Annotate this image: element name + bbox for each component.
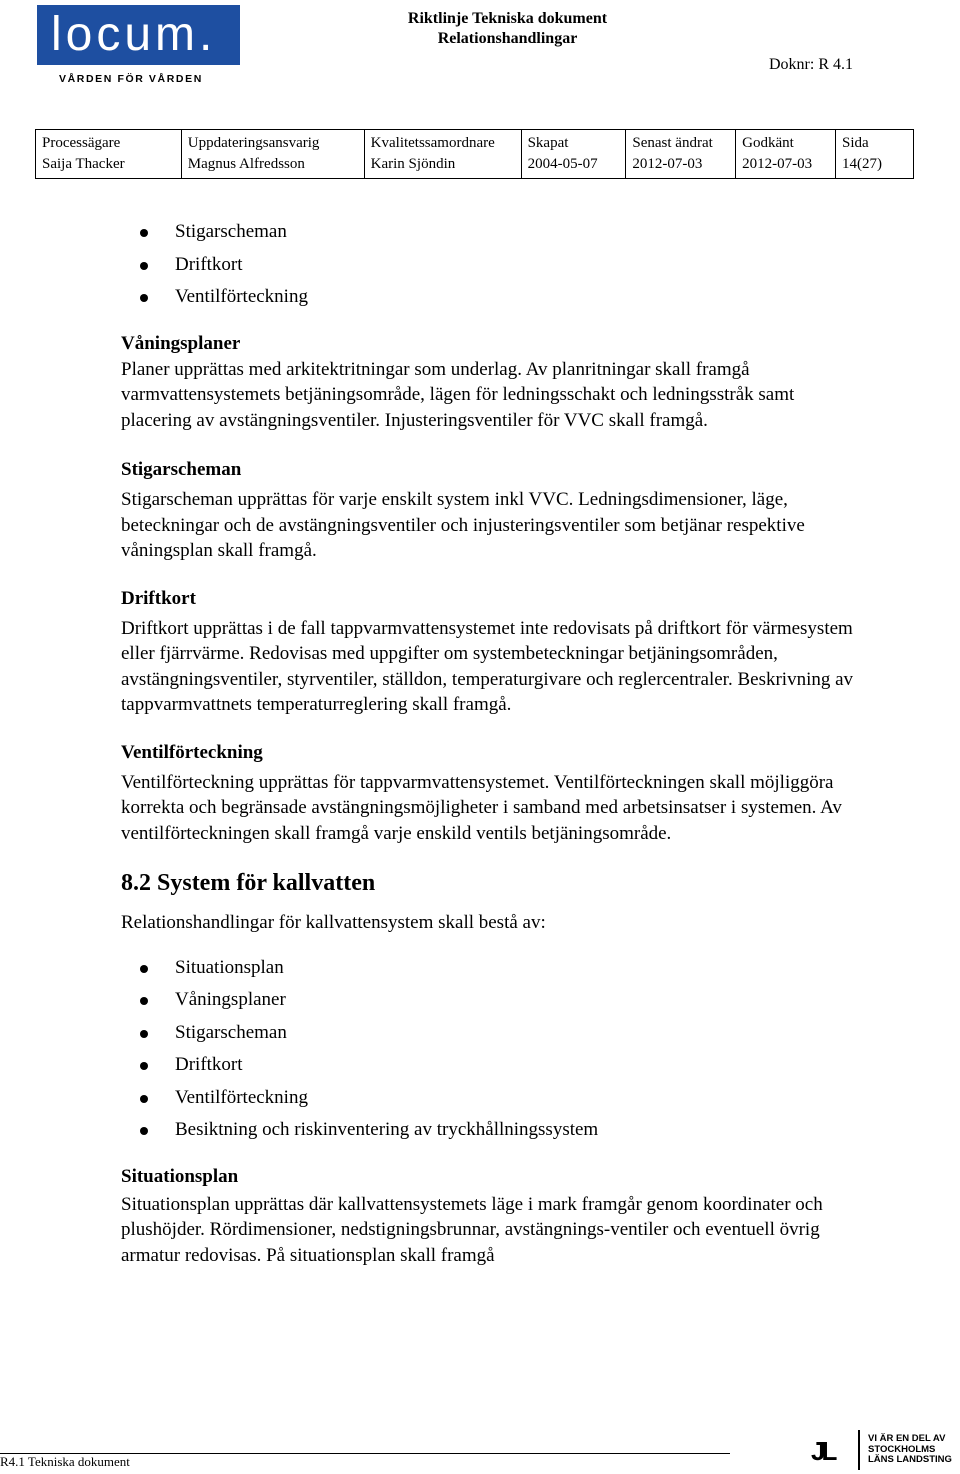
metadata-cell (36, 130, 182, 179)
metadata-value: Saija Thacker (42, 156, 125, 172)
list-item: Besiktning och riskinventering av tryckhållningssystem (121, 1114, 861, 1147)
logo-tagline: VÅRDEN FÖR VÅRDEN (59, 73, 203, 85)
section-heading: Situationsplan (121, 1165, 239, 1187)
list-item: Situationsplan (121, 952, 861, 985)
metadata-cell (521, 130, 626, 179)
section-heading: Ventilförteckning (121, 741, 263, 763)
section-title: 8.2 System för kallvatten (121, 870, 376, 896)
list-item: Våningsplaner (121, 984, 861, 1017)
metadata-value: 2012-07-03 (742, 156, 813, 172)
document-body (121, 216, 861, 1268)
metadata-cell (626, 130, 736, 179)
metadata-cell (736, 130, 836, 179)
document-number: Doknr: R 4.1 (769, 56, 853, 73)
metadata-header: Kvalitetssamordnare (370, 135, 495, 151)
locum-logo (37, 5, 240, 87)
metadata-header: Uppdateringsansvarig (187, 135, 320, 151)
metadata-value: Magnus Alfredsson (187, 156, 305, 172)
metadata-value: 14(27) (842, 156, 883, 172)
sll-logo (811, 1428, 960, 1472)
document-title-line1: Riktlinje Tekniska dokument (407, 10, 608, 27)
list-item: Stigarscheman (121, 216, 861, 249)
bullet-list-bottom (121, 952, 861, 1147)
metadata-cell (364, 130, 521, 179)
list-item: Driftkort (121, 1049, 861, 1082)
logo-wordmark: locum. (37, 5, 240, 65)
section-body: Planer upprättas med arkitektritningar som underlag. Av planritningar skall framgå varmvattensystemets betjäningsområde, lägen för ledningsschakt och ledningsstråk samt placering av avstängningsventiler. Injusteringsventiler för VVC skall framgå. (121, 358, 795, 431)
section-heading: Våningsplaner (121, 332, 241, 354)
sll-text-line: STOCKHOLMS (868, 1443, 936, 1455)
document-title-line2: Relationshandlingar (437, 29, 578, 47)
section-body: Driftkort upprättas i de fall tappvarmvattensystemet inte redovisats på driftkort för värmesystem eller fjärrvärme. Redovisas med uppgifter om systembeteckningar betjäningsområden, avstängningsventiler, styrventiler, ställdon, temperaturgivare och reglercentraler. Beskrivning av tappvarmvattnets temperaturreglering skall framgå. (121, 617, 854, 715)
metadata-cell (836, 130, 914, 179)
metadata-value: Karin Sjöndin (370, 156, 456, 172)
metadata-cell (181, 130, 364, 179)
section-body: Ventilförteckning upprättas för tappvarmvattensystemet. Ventilförteckningen skall möjliggöra korrekta och begränsade avstängningsmöjligheter i samband med arbetsinsatser i systemen. Av ventilförteckningen skall framgå varje enskild ventils betjäningsområde. (121, 771, 842, 844)
section-intro: Relationshandlingar för kallvattensystem skall bestå av: (121, 912, 546, 933)
sll-text-line: VI ÄR EN DEL AV (868, 1433, 946, 1444)
section-body: Stigarscheman upprättas för varje enskilt system inkl VVC. Ledningsdimensioner, läge, beteckningar och de avstängningsventiler och injusteringsventiler som betjänar respektive våningsplan skall framgå. (121, 489, 805, 561)
section-body: Situationsplan upprättas där kallvattensystemets läge i mark framgår genom koordinater och plushöjder. Rördimensioner, nedstigningsbrunnar, avstängnings-ventiler och eventuell övrig armatur redovisas. På situationsplan skall framgå (121, 1193, 823, 1266)
footer-doc-label: R4.1 Tekniska dokument (0, 1454, 130, 1469)
metadata-header: Sida (842, 135, 869, 151)
section-heading: Stigarscheman (121, 459, 242, 480)
bullet-list-top (121, 216, 861, 314)
list-item: Stigarscheman (121, 1017, 861, 1050)
list-item: Driftkort (121, 249, 861, 282)
metadata-value: 2004-05-07 (527, 156, 598, 172)
document-title (355, 9, 660, 48)
logo-divider (858, 1430, 860, 1470)
metadata-header: Processägare (42, 135, 121, 151)
sll-logo-text (868, 1434, 952, 1466)
metadata-header: Godkänt (742, 135, 794, 151)
metadata-table (35, 129, 914, 179)
section-heading: Driftkort (121, 587, 196, 609)
sll-mark-icon: JL (811, 1436, 834, 1466)
metadata-value: 2012-07-03 (632, 156, 703, 172)
metadata-header: Senast ändrat (632, 135, 713, 151)
list-item: Ventilförteckning (121, 1082, 861, 1115)
sll-text-line: LÄNS LANDSTING (868, 1454, 952, 1465)
metadata-header: Skapat (527, 135, 569, 151)
list-item: Ventilförteckning (121, 281, 861, 314)
